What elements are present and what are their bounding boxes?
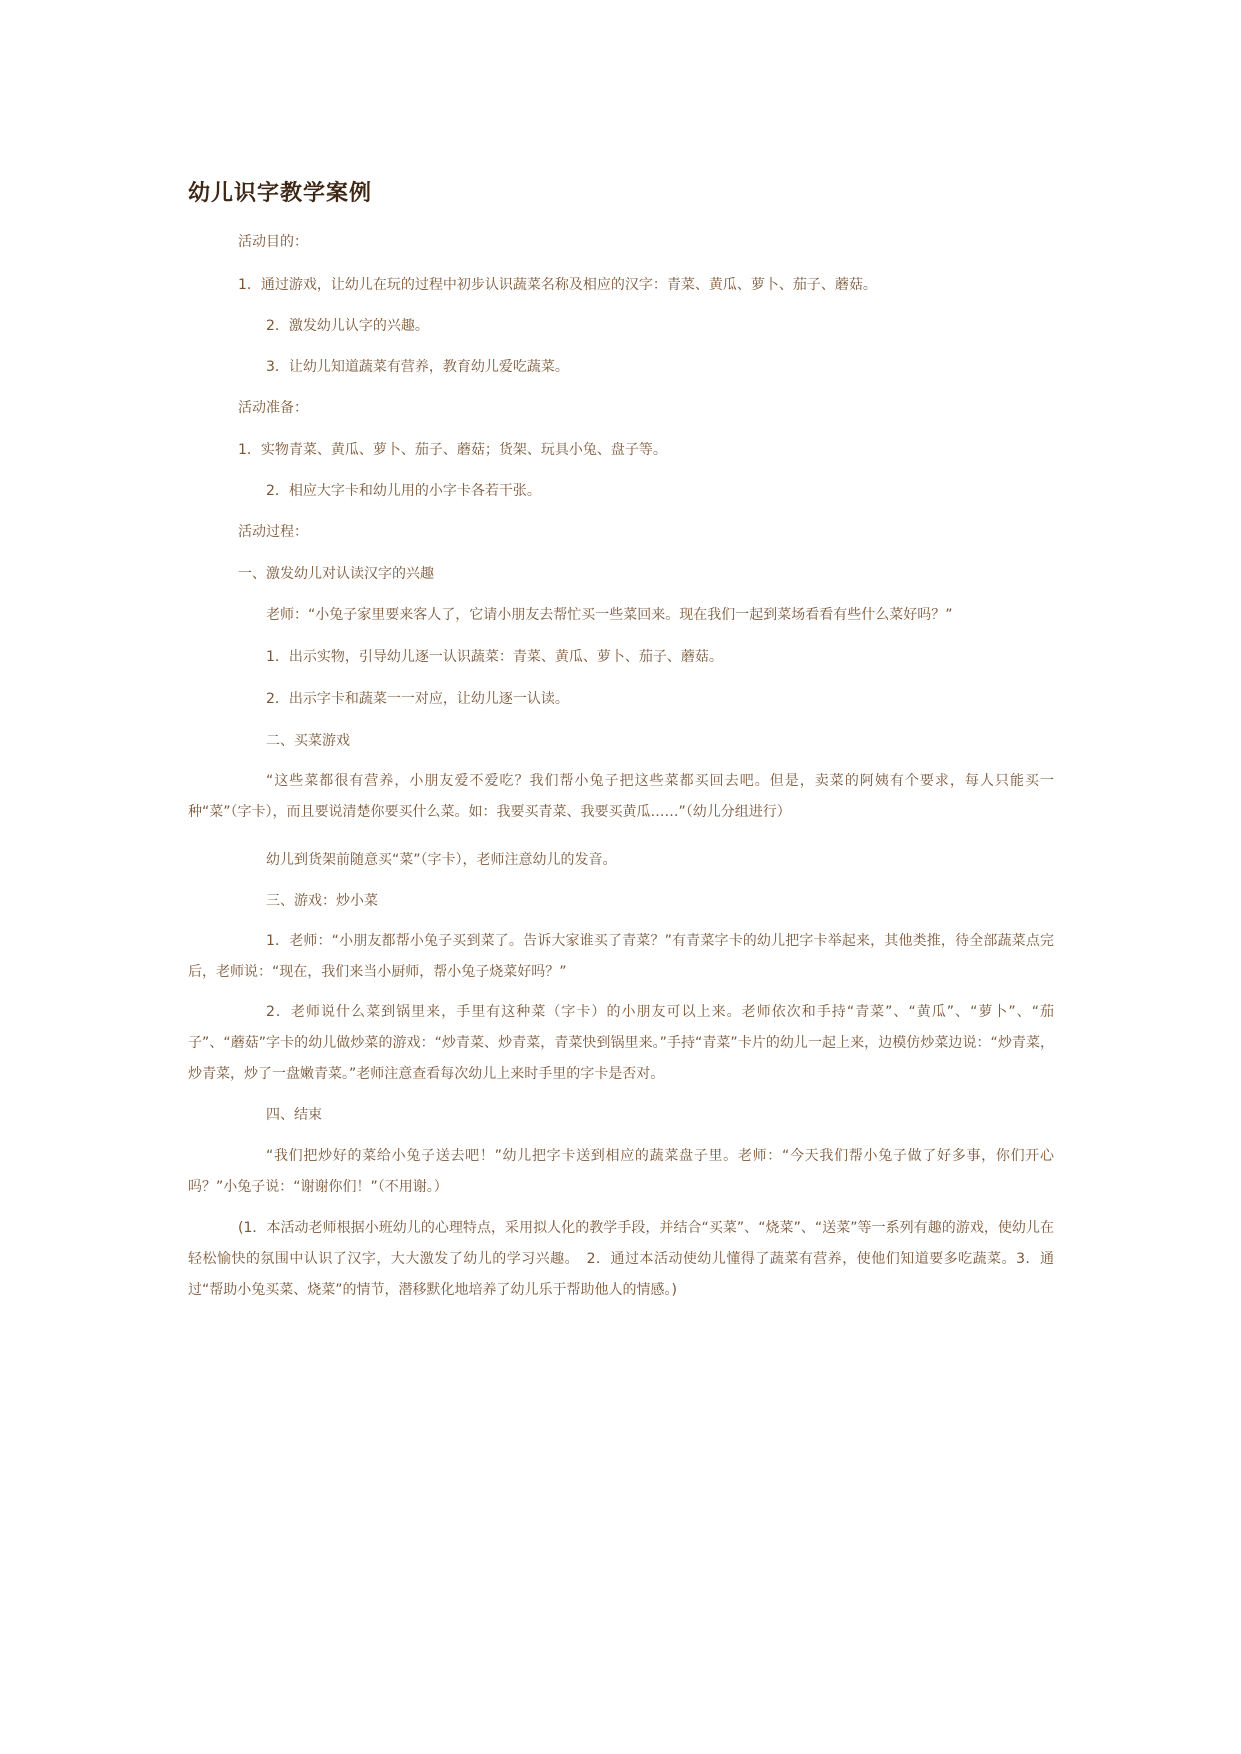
step3-item-1: 1．老师：“小朋友都帮小兔子买到菜了。告诉大家谁买了青菜？”有青菜字卡的幼儿把字卡举起来，其他类推，待全部蔬菜点完后，老师说：“现在，我们来当小厨师，帮小兔子烧菜好吗？” [188, 933, 1054, 980]
step2-paragraph: “这些菜都很有营养，小朋友爱不爱吃？我们帮小兔子把这些菜都买回去吧。但是，卖菜的阿姨有个要求，每人只能买一种“菜”（字卡），而且要说清楚你要买什么菜。如：我要买青菜、我要买黄瓜……”（幼儿分组进行） [188, 773, 1054, 820]
goal-item-1: 1．通过游戏，让幼儿在玩的过程中初步认识蔬菜名称及相应的汉字：青菜、黄瓜、萝卜、茄子、蘑菇。 [238, 277, 877, 293]
prep-heading: 活动准备： [238, 400, 308, 416]
step4-heading: 四、结束 [266, 1107, 322, 1123]
step4-paragraph: “我们把炒好的菜给小兔子送去吧！”幼儿把字卡送到相应的蔬菜盘子里。老师：“今天我们帮小兔子做了好多事，你们开心吗？”小兔子说：“谢谢你们！”（不用谢。） [188, 1148, 1054, 1195]
step3-heading: 三、游戏：炒小菜 [266, 893, 378, 909]
goal-item-3: 3．让幼儿知道蔬菜有营养，教育幼儿爱吃蔬菜。 [266, 359, 569, 375]
step1-heading: 一、激发幼儿对认读汉字的兴趣 [238, 566, 434, 582]
summary-paragraph: (1．本活动老师根据小班幼儿的心理特点，采用拟人化的教学手段，并结合“买菜”、“烧菜”、“送菜”等一系列有趣的游戏，使幼儿在轻松愉快的氛围中认识了汉字，大大激发了幼儿的学习兴趣。 2．通过本活动使幼儿懂得了蔬菜有营养，使他们知道要多吃蔬菜。3．通过“帮助小兔买菜、烧菜”的情节，潜移默化地培养了幼儿乐于帮助他人的情感。) [188, 1220, 1054, 1298]
goal-heading: 活动目的： [238, 234, 308, 250]
step1-item-2: 2．出示字卡和蔬菜一一对应，让幼儿逐一认读。 [266, 691, 569, 707]
step3-item-2: 2．老师说什么菜到锅里来，手里有这种菜（字卡）的小朋友可以上来。老师依次和手持“青菜”、“黄瓜”、“萝卜”、“茄子”、“蘑菇”字卡的幼儿做炒菜的游戏：“炒青菜、炒青菜，青菜快到锅里来。”手持“青菜”卡片的幼儿一起上来，边模仿炒菜边说：“炒青菜，炒青菜，炒了一盘嫩青菜。”老师注意查看每次幼儿上来时手里的字卡是否对。 [188, 1004, 1054, 1082]
prep-item-2: 2．相应大字卡和幼儿用的小字卡各若干张。 [266, 483, 541, 499]
process-heading: 活动过程： [238, 524, 308, 540]
step1-teacher-line: 老师：“小兔子家里要来客人了，它请小朋友去帮忙买一些菜回来。现在我们一起到菜场看看有些什么菜好吗？” [266, 607, 953, 623]
step1-item-1: 1．出示实物，引导幼儿逐一认识蔬菜：青菜、黄瓜、萝卜、茄子、蘑菇。 [266, 649, 723, 665]
step2-note: 幼儿到货架前随意买“菜”（字卡），老师注意幼儿的发音。 [266, 852, 617, 868]
document-title: 幼儿识字教学案例 [188, 181, 373, 206]
step2-heading: 二、买菜游戏 [266, 733, 350, 749]
goal-item-2: 2．激发幼儿认字的兴趣。 [266, 318, 429, 334]
prep-item-1: 1．实物青菜、黄瓜、萝卜、茄子、蘑菇；货架、玩具小兔、盘子等。 [238, 442, 667, 458]
